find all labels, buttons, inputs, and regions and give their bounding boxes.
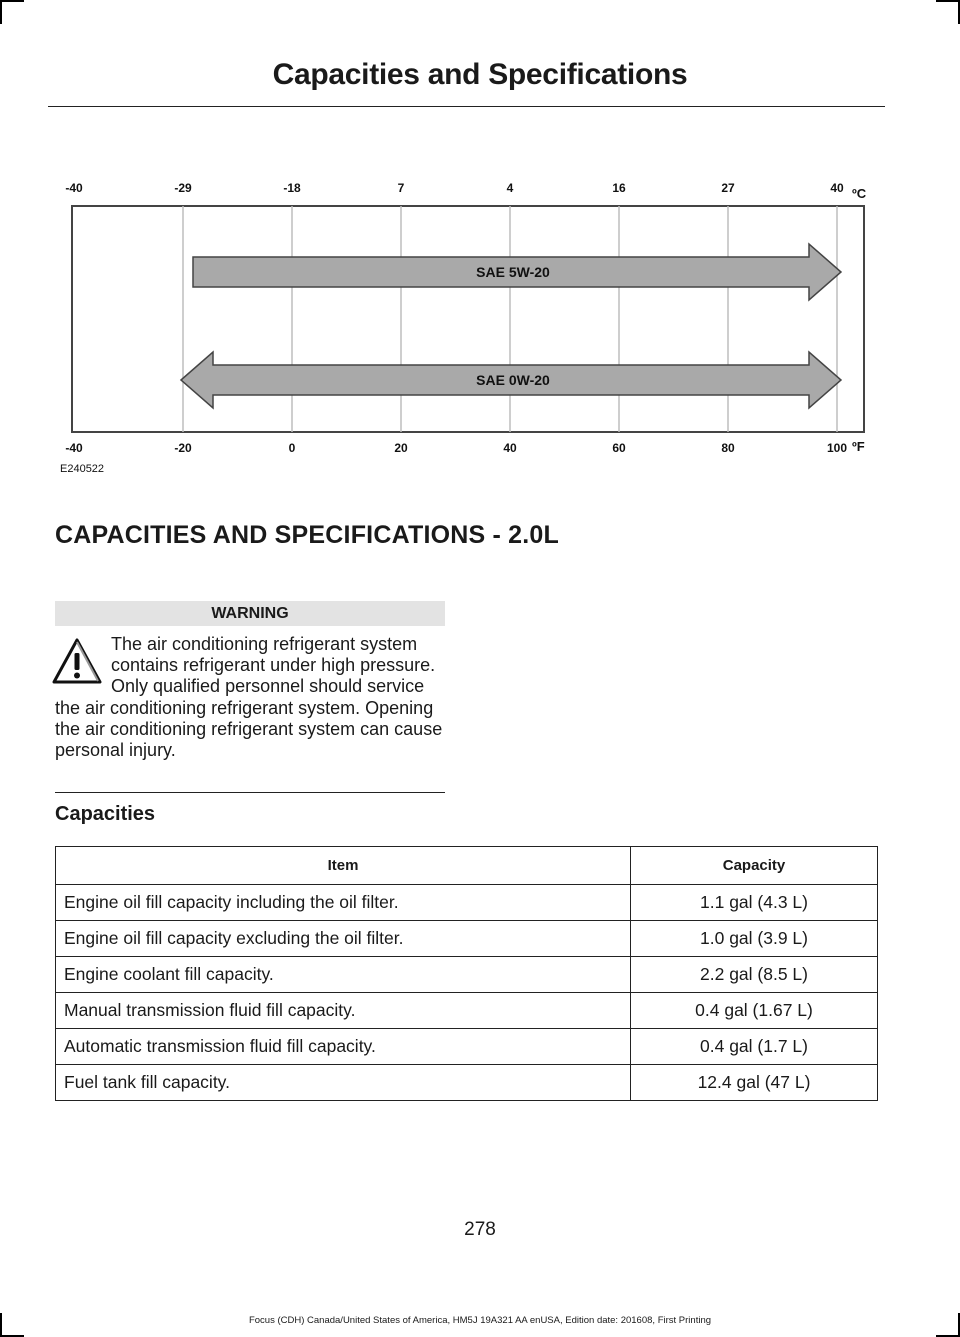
capacity-cell: 1.1 gal (4.3 L) [631, 885, 878, 921]
viscosity-grade-label: SAE 0W-20 [476, 372, 550, 388]
table-row [56, 1029, 878, 1065]
celsius-tick-label: -18 [283, 181, 301, 195]
celsius-tick-label: 27 [721, 181, 735, 195]
capacities-title: Capacities [55, 803, 156, 825]
capacity-cell: 0.4 gal (1.7 L) [631, 1029, 878, 1065]
table-row [56, 993, 878, 1029]
table-row [56, 921, 878, 957]
fahrenheit-tick-label: 0 [288, 441, 296, 455]
celsius-unit: ºC [852, 186, 867, 201]
table-row [56, 957, 878, 993]
viscosity-grade-label: SAE 5W-20 [476, 264, 550, 280]
page-title: Capacities and Specifications [272, 58, 688, 91]
celsius-tick-label: 7 [397, 181, 405, 195]
footer-text: Focus (CDH) Canada/United States of America, HM5J 19A321 AA enUSA, Edition date: 201608, First Printing [248, 1315, 712, 1326]
warning-triangle-icon [51, 636, 103, 688]
warning-text: The air conditioning refrigerant system contains refrigerant under high pressure. Only qualified personnel should service the air conditioning refrigerant system. Opening the air conditioning refrigerant system can cause personal injury. [55, 634, 443, 761]
celsius-tick-label: 40 [830, 181, 844, 195]
item-cell: Engine coolant fill capacity. [56, 957, 631, 993]
fahrenheit-tick-label: -40 [65, 441, 83, 455]
column-header-capacity: Capacity [631, 847, 878, 885]
item-cell: Fuel tank fill capacity. [56, 1065, 631, 1101]
fahrenheit-tick-label: 40 [503, 441, 517, 455]
celsius-tick-label: -40 [65, 181, 83, 195]
section-title: CAPACITIES AND SPECIFICATIONS - 2.0L [55, 521, 560, 549]
warning-box [55, 634, 447, 761]
crop-mark [0, 0, 2, 24]
capacity-cell: 2.2 gal (8.5 L) [631, 957, 878, 993]
table-header-row [56, 847, 878, 885]
chart-frame [72, 206, 864, 432]
fahrenheit-tick-label: 60 [612, 441, 626, 455]
celsius-tick-label: 16 [612, 181, 626, 195]
celsius-tick-label: -29 [174, 181, 192, 195]
warning-heading: WARNING [55, 601, 445, 626]
capacity-cell: 12.4 gal (47 L) [631, 1065, 878, 1101]
crop-mark [0, 0, 24, 2]
crop-mark [936, 0, 960, 2]
fahrenheit-tick-label: 80 [721, 441, 735, 455]
celsius-tick-label: 4 [506, 181, 514, 195]
fahrenheit-unit: ºF [852, 439, 865, 454]
item-cell: Manual transmission fluid fill capacity. [56, 993, 631, 1029]
image-id: E240522 [60, 463, 105, 475]
oil-viscosity-chart [60, 168, 880, 488]
item-cell: Engine oil fill capacity excluding the oil filter. [56, 921, 631, 957]
warning-divider [55, 792, 445, 793]
fahrenheit-tick-label: 100 [826, 441, 848, 455]
column-header-item: Item [56, 847, 631, 885]
capacity-cell: 0.4 gal (1.67 L) [631, 993, 878, 1029]
fahrenheit-tick-label: -20 [174, 441, 192, 455]
fahrenheit-tick-label: 20 [394, 441, 408, 455]
page-number: 278 [464, 1219, 496, 1240]
capacities-table [55, 846, 878, 1101]
header-divider [48, 106, 885, 107]
table-row [56, 885, 878, 921]
item-cell: Engine oil fill capacity including the oil filter. [56, 885, 631, 921]
table-row [56, 1065, 878, 1101]
capacity-cell: 1.0 gal (3.9 L) [631, 921, 878, 957]
item-cell: Automatic transmission fluid fill capacity. [56, 1029, 631, 1065]
